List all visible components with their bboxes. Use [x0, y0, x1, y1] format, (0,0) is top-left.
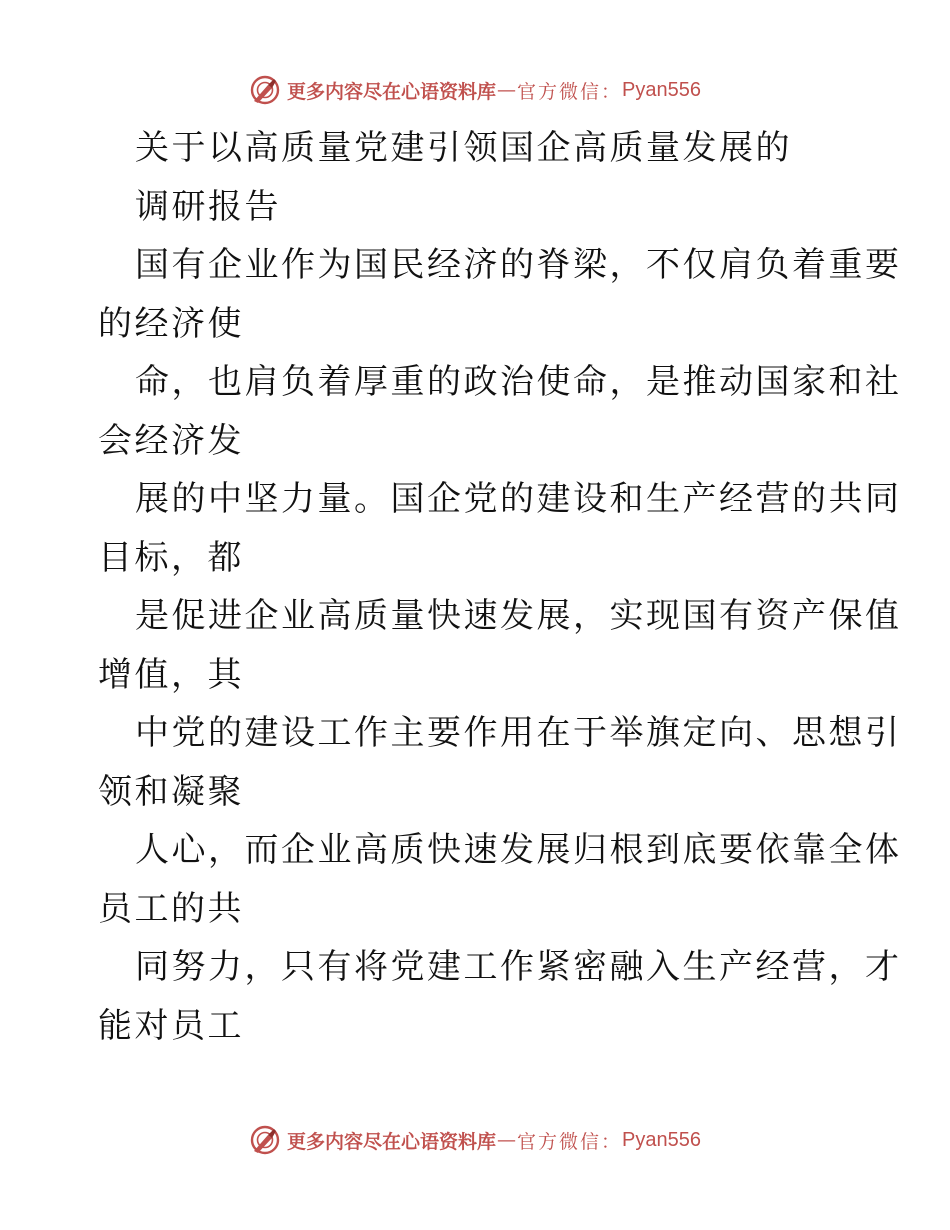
- watermark-dash: —: [497, 1129, 517, 1151]
- watermark-account: Pyan556: [622, 1128, 701, 1151]
- watermark-dash: —: [497, 79, 517, 101]
- paragraph-line: 人心，而企业高质快速发展归根到底要依靠全体: [135, 830, 902, 870]
- paragraph-line: 是促进企业高质量快速发展，实现国有资产保值: [135, 596, 902, 636]
- document-body: [98, 119, 902, 1055]
- paragraph-line: 目标，都: [98, 537, 244, 578]
- paragraph-line: 命，也肩负着厚重的政治使命，是推动国家和社: [135, 362, 902, 402]
- paragraph-line: 增值，其: [98, 654, 244, 695]
- document-title-line-2: 调研报告: [135, 186, 281, 227]
- watermark-label: 官方微信：: [517, 1130, 623, 1153]
- footer-watermark: [0, 1120, 950, 1160]
- watermark-site-text: 更多内容尽在心语资料库: [287, 1130, 497, 1153]
- paragraph-line: 中党的建设工作主要作用在于举旗定向、思想引: [135, 713, 902, 753]
- brand-logo-icon: [249, 74, 281, 106]
- paragraph-line: 领和凝聚: [98, 771, 244, 812]
- paragraph-line: 国有企业作为国民经济的脊梁，不仅肩负着重要: [135, 245, 902, 285]
- paragraph-line: 同努力，只有将党建工作紧密融入生产经营，才: [135, 947, 902, 987]
- watermark-label: 官方微信：: [517, 80, 623, 103]
- paragraph-line: 会经济发: [98, 420, 244, 461]
- document-title-line-1: 关于以高质量党建引领国企高质量发展的: [135, 128, 792, 168]
- brand-logo-icon: [249, 1124, 281, 1156]
- paragraph-line: 展的中坚力量。国企党的建设和生产经营的共同: [135, 479, 902, 519]
- watermark-account: Pyan556: [622, 78, 701, 101]
- paragraph-line: 的经济使: [98, 303, 244, 344]
- paragraph-line: 员工的共: [98, 888, 244, 929]
- paragraph-line: 能对员工: [98, 1005, 244, 1046]
- header-watermark: [0, 70, 950, 110]
- watermark-site-text: 更多内容尽在心语资料库: [287, 80, 497, 103]
